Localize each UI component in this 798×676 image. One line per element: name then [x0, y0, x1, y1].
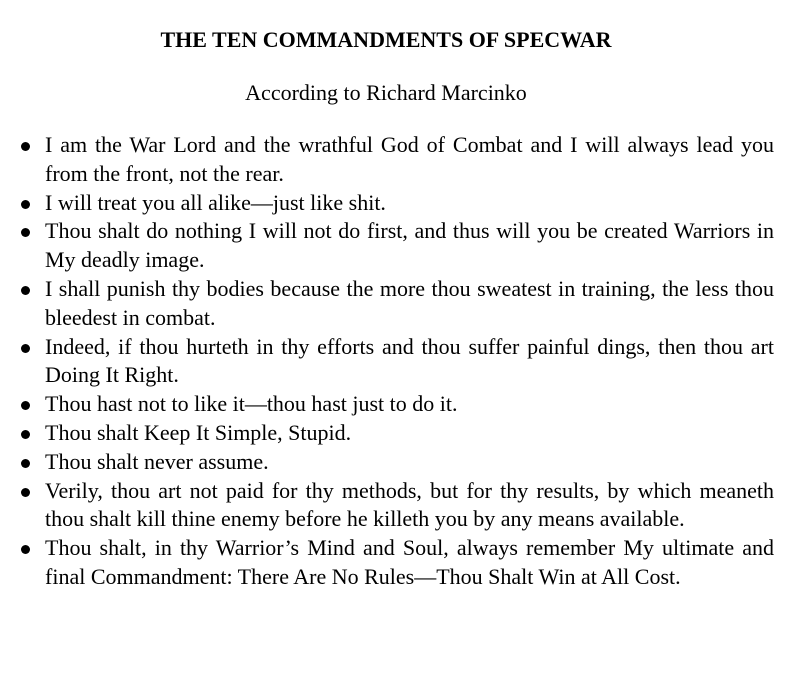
- list-item: [0, 448, 774, 477]
- bullet-icon: [21, 200, 30, 209]
- bullet-icon: [21, 344, 30, 353]
- commandment-text: Thou shalt never assume.: [45, 448, 269, 474]
- list-item: [0, 419, 774, 448]
- commandment-text: Thou hast not to like it—thou hast just to do it.: [45, 391, 458, 417]
- list-item: [0, 275, 774, 333]
- commandments-list: [0, 131, 774, 592]
- document-title: THE TEN COMMANDMENTS OF SPECWAR: [160, 27, 612, 52]
- bullet-icon: [21, 545, 30, 554]
- list-item: [0, 131, 774, 189]
- bullet-icon: [21, 286, 30, 295]
- commandment-text: I am the War Lord and the wrathful God of Combat and I will always lead you from the front, not the rear.: [45, 132, 774, 186]
- list-item: [0, 189, 774, 218]
- bullet-icon: [21, 228, 30, 237]
- list-item: [0, 217, 774, 275]
- list-item: [0, 477, 774, 535]
- list-item: [0, 534, 774, 592]
- bullet-icon: [21, 459, 30, 468]
- bullet-icon: [21, 142, 30, 151]
- commandment-text: I will treat you all alike—just like shit.: [45, 189, 386, 215]
- commandment-text: Thou shalt Keep It Simple, Stupid.: [45, 419, 352, 445]
- bullet-icon: [21, 430, 30, 439]
- list-item: [0, 390, 774, 419]
- commandment-text: I shall punish thy bodies because the more thou sweatest in training, the less thou bleedest in combat.: [45, 275, 774, 330]
- list-item: [0, 333, 774, 391]
- commandment-text: Verily, thou art not paid for thy methods, but for thy results, by which meaneth thou shalt kill thine enemy before he killeth you by any means available.: [45, 477, 774, 532]
- bullet-icon: [21, 488, 30, 497]
- bullet-icon: [21, 401, 30, 410]
- commandment-text: Indeed, if thou hurteth in thy efforts and thou suffer painful dings, then thou art Doing It Right.: [45, 333, 774, 388]
- document-subtitle: According to Richard Marcinko: [245, 80, 527, 105]
- commandment-text: Thou shalt, in thy Warrior’s Mind and Soul, always remember My ultimate and final Commandment: There Are No Rules—Thou Shalt Win at All Cost.: [45, 535, 774, 589]
- commandment-text: Thou shalt do nothing I will not do first, and thus will you be created Warriors in My deadly image.: [45, 218, 774, 273]
